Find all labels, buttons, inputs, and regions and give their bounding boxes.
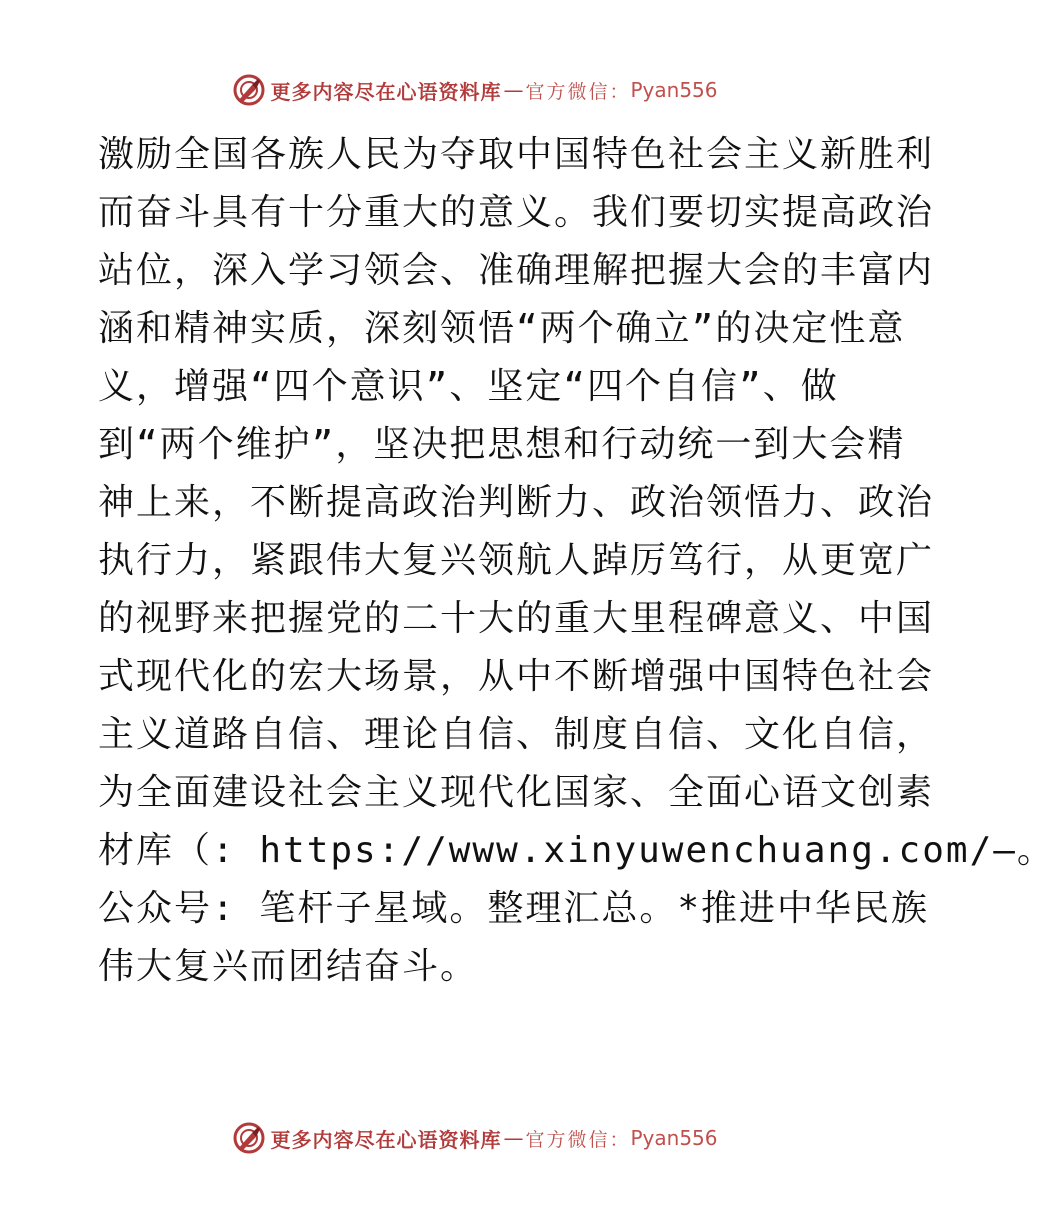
header-banner [0, 70, 950, 110]
body-line: 义，增强“四个意识”、坚定“四个自信”、做 [98, 366, 839, 407]
body-line: 为全面建设社会主义现代化国家、全面心语文创素 [98, 772, 935, 813]
header-site-name: 更多内容尽在心语资料库 [270, 79, 502, 104]
header-wechat-handle: Pyan556 [630, 78, 718, 102]
body-line: 公众号: 笔杆子星域。整理汇总。*推进中华民族 [98, 888, 930, 929]
header-wechat-label: 官方微信： [525, 80, 631, 103]
body-line: 式现代化的宏大场景，从中不断增强中国特色社会 [98, 656, 935, 697]
body-line: 伟大复兴而团结奋斗。 [98, 946, 479, 987]
document-body [98, 126, 1055, 996]
pen-nib-logo-icon [232, 73, 266, 107]
body-line: 的视野来把握党的二十大的重大里程碑意义、中国 [98, 598, 935, 639]
body-line: 站位，深入学习领会、准确理解把握大会的丰富内 [98, 250, 935, 291]
body-line: 主义道路自信、理论自信、制度自信、文化自信， [98, 714, 935, 755]
body-line: 材库（: https://www.xinyuwenchuang.com/—。 [98, 830, 1055, 871]
body-line: 到“两个维护”，坚决把思想和行动统一到大会精 [98, 424, 906, 465]
body-line: 执行力，紧跟伟大复兴领航人踔厉笃行，从更宽广 [98, 540, 935, 581]
footer-separator: — [503, 1126, 524, 1150]
body-line: 而奋斗具有十分重大的意义。我们要切实提高政治 [98, 192, 935, 233]
pen-nib-logo-icon [232, 1121, 266, 1155]
body-line: 涵和精神实质，深刻领悟“两个确立”的决定性意 [98, 308, 906, 349]
footer-wechat-label: 官方微信： [525, 1128, 631, 1151]
footer-site-name: 更多内容尽在心语资料库 [270, 1127, 502, 1152]
footer-wechat-handle: Pyan556 [630, 1126, 718, 1150]
header-separator: — [503, 78, 524, 102]
body-line: 神上来，不断提高政治判断力、政治领悟力、政治 [98, 482, 935, 523]
footer-banner [0, 1118, 950, 1158]
body-line: 激励全国各族人民为夺取中国特色社会主义新胜利 [98, 134, 935, 175]
